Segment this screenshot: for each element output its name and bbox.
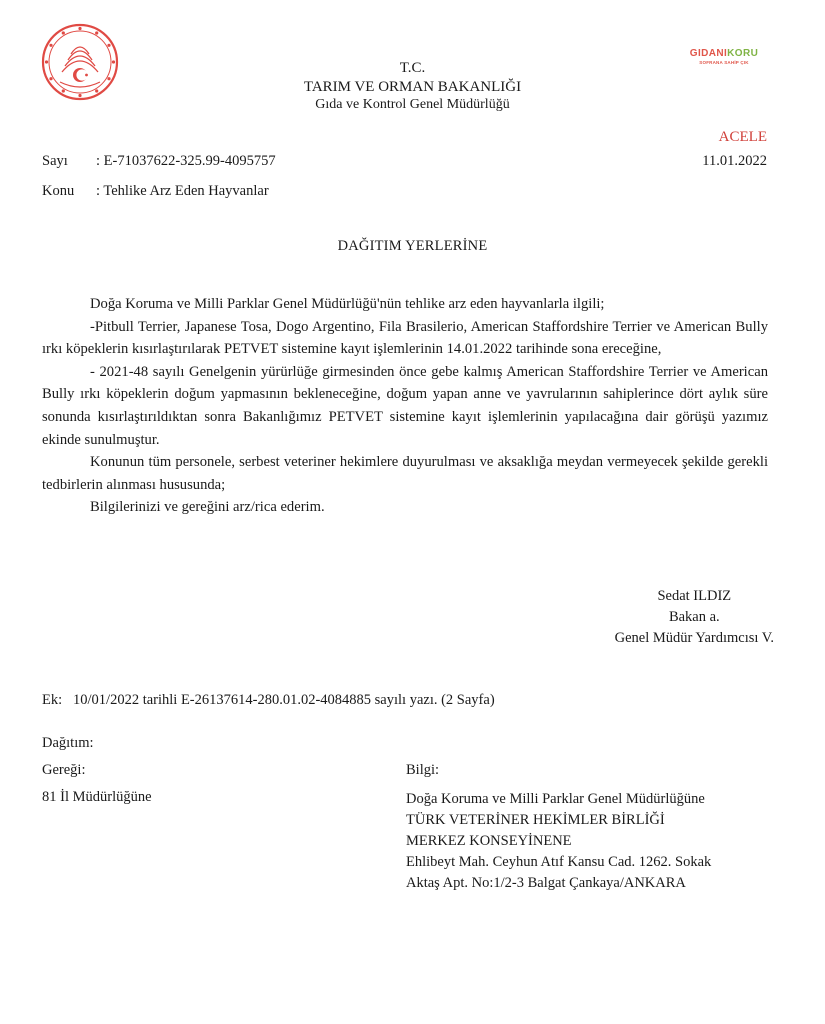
body-paragraph: - 2021-48 sayılı Genelgenin yürürlüğe girmesinden önce gebe kalmış American Staffordshire Terrier ve American Bully ırkı köpeklerin doğum yapmasının bekleneceğine, doğum yapan anne ve yavrularının sahiplerince dört aylık süre sonunda kısırlaştırıldıktan sonra Bakanlığımız PETVET sistemine kayıt işlemlerinin yapılacağına dair görüşü yazımız ekinde sunulmuştur. xyxy=(42,363,768,448)
gereği-item: 81 İl Müdürlüğüne xyxy=(42,789,152,805)
body-paragraph: Doğa Koruma ve Milli Parklar Genel Müdürlüğü'nün tehlike arz eden hayvanlarla ilgili; xyxy=(90,296,605,312)
watermark-green-text: KORU xyxy=(727,48,759,59)
bilgi-label: Bilgi: xyxy=(406,762,440,778)
konu-label: Konu xyxy=(42,183,75,199)
header-tc: T.C. xyxy=(399,60,426,76)
body-paragraph: Konunun tüm personele, serbest veteriner hekimlere duyurulması ve aksaklığa meydan vermeyecek şekilde gerekli tedbirlerin alınması hususunda; xyxy=(42,454,768,493)
konu-value: : Tehlike Arz Eden Hayvanlar xyxy=(96,183,269,199)
attachment-line: Ek: 10/01/2022 tarihli E-26137614-280.01.02-4084885 sayılı yazı. (2 Sayfa) xyxy=(42,692,495,708)
bilgi-line: Doğa Koruma ve Milli Parklar Genel Müdürlüğüne xyxy=(406,791,705,807)
watermark-red-text: GIDANI xyxy=(689,48,728,59)
gereği-label: Gereği: xyxy=(42,762,86,778)
bilgi-line: Aktaş Apt. No:1/2-3 Balgat Çankaya/ANKARA xyxy=(406,875,686,891)
sayi-label: Sayı xyxy=(42,153,68,169)
body-paragraph: -Pitbull Terrier, Japanese Tosa, Dogo Argentino, Fila Brasilerio, American Staffordshire Terrier ve American Bully ırkı köpeklerin kısırlaştırılarak PETVET sistemine kayıt işlemlerinin 14.01.2022 tarihinde sona ereceğine, xyxy=(42,318,768,358)
signatory-role: Bakan a. xyxy=(668,609,720,625)
header-directorate: Gıda ve Kontrol Genel Müdürlüğü xyxy=(315,97,510,112)
document-date: 11.01.2022 xyxy=(702,153,767,169)
signatory-title: Genel Müdür Yardımcısı V. xyxy=(614,630,774,646)
header-ministry: TARIM VE ORMAN BAKANLIĞI xyxy=(303,79,522,95)
urgency-label: ACELE xyxy=(718,129,767,145)
body-paragraph: Bilgilerinizi ve gereğini arz/rica ederim. xyxy=(90,499,325,516)
bilgi-line: Ehlibeyt Mah. Ceyhun Atıf Kansu Cad. 1262. Sokak xyxy=(406,854,712,870)
bilgi-line: MERKEZ KONSEYİNENE xyxy=(406,833,572,849)
bilgi-list xyxy=(406,789,711,894)
distribution-title: Dağıtım: xyxy=(42,735,94,751)
watermark-subtitle: SOFRANA SAHİP ÇIK xyxy=(699,60,749,65)
signature-block xyxy=(615,586,774,649)
letter-body xyxy=(42,293,768,519)
signatory-name: Sedat ILDIZ xyxy=(657,588,732,604)
bilgi-line: TÜRK VETERİNER HEKİMLER BİRLİĞİ xyxy=(406,812,665,828)
recipient-heading: DAĞITIM YERLERİNE xyxy=(337,238,488,254)
sayi-value: : E-71037622-325.99-4095757 xyxy=(96,153,276,169)
